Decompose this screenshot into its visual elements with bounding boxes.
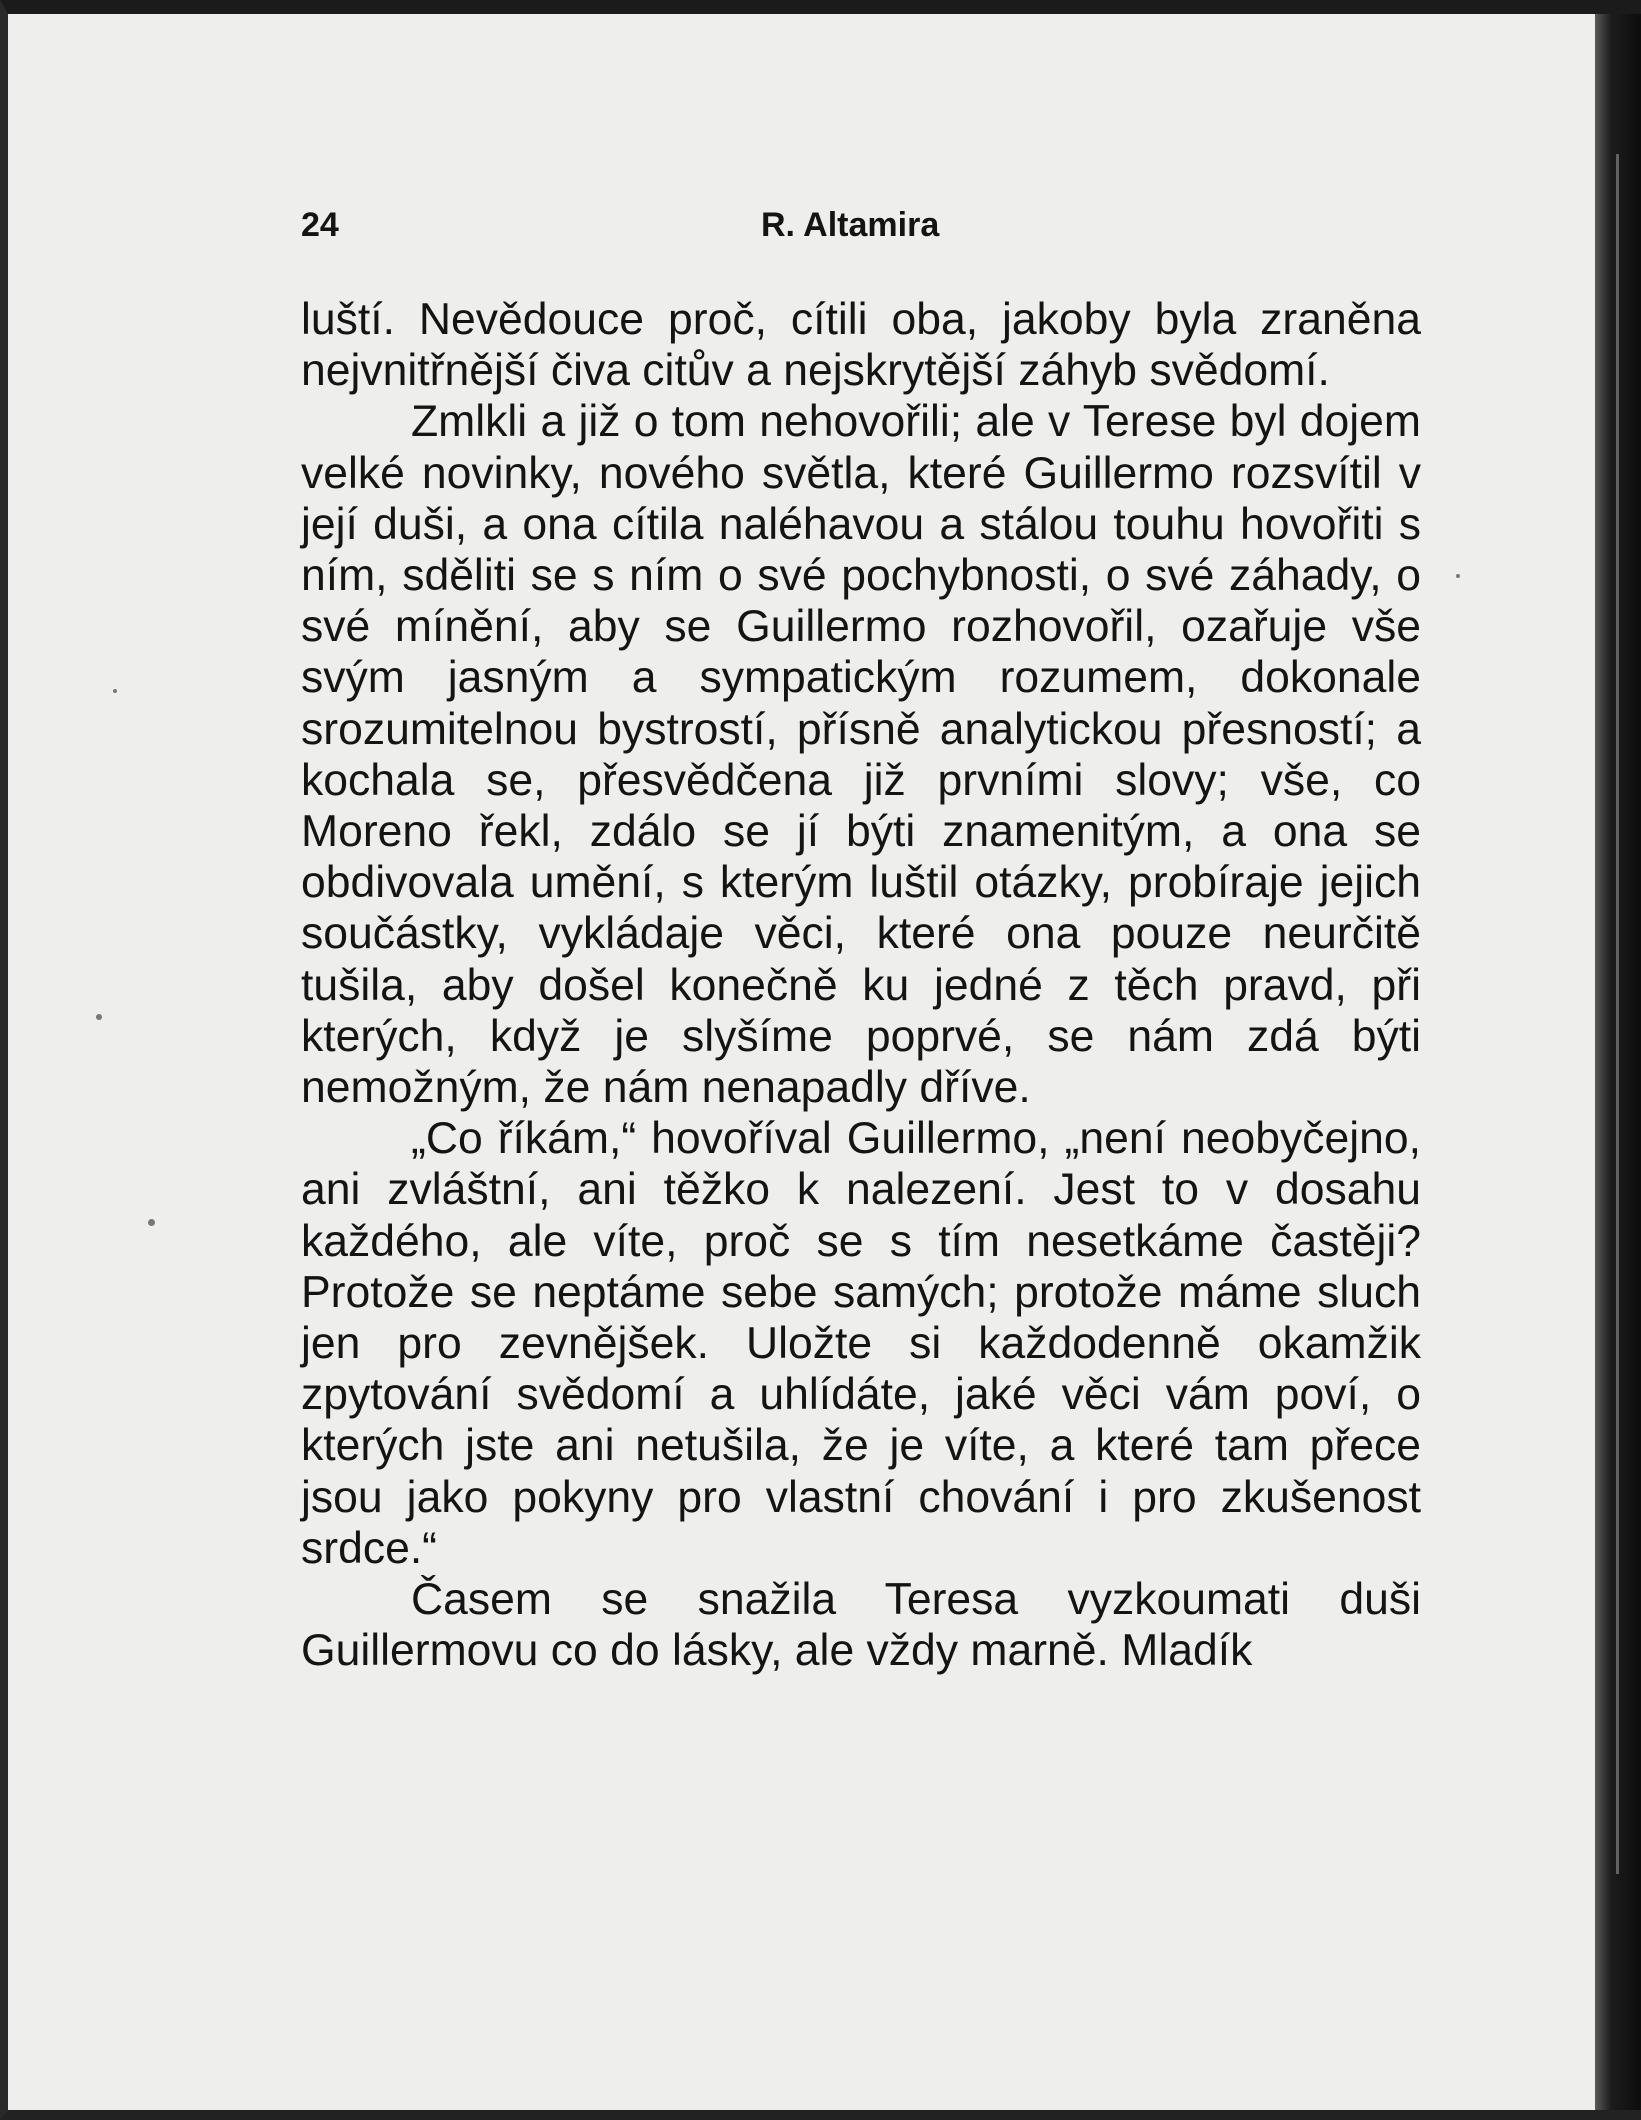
running-header	[301, 206, 1421, 256]
paragraph-2: Zmlkli a již o tom nehovořili; ale v Terese byl dojem velké novinky, nového světla, které Guillermo rozsvítil v její duši, a ona cítila naléhavou a stálou touhu hovořiti s ním, sděliti se s ním o své pochybnosti, o své záhady, o své mínění, aby se Guillermo rozhovořil, ozařuje vše svým jasným a sympatickým rozumem, dokonale srozumitelnou bystrostí, přísně analytickou přesností; a kochala se, přesvědčena již prvními slovy; vše, co Moreno řekl, zdálo se jí býti znamenitým, a ona se obdivovala umění, s kterým luštil otázky, probíraje jejich součástky, vykládaje věci, které ona pouze neurčitě tušila, aby došel konečně ku jedné z těch pravd, při kterých, když je slyšíme poprvé, se nám zdá býti nemožným, že nám nenapadly dříve.	[301, 397, 1421, 1113]
paper-speck	[148, 1219, 155, 1226]
running-title: R. Altamira	[761, 206, 940, 244]
paragraph-4: Časem se snažila Teresa vyzkoumati duši Guillermovu co do lásky, ale vždy marně. Mladík	[301, 1575, 1421, 1676]
page-binding-edge	[1595, 14, 1641, 2110]
paper-speck	[1456, 574, 1460, 578]
paper-speck	[96, 1014, 102, 1020]
edge-line	[1616, 154, 1619, 1874]
paper-speck	[113, 689, 117, 693]
page-number: 24	[301, 206, 339, 244]
body-text	[301, 294, 1421, 1676]
paragraph-1: luští. Nevědouce proč, cítili oba, jakoby byla zraněna nejvnitřnější čiva citův a nejskrytější záhyb svědomí.	[301, 295, 1421, 396]
paragraph-3: „Co říkám,“ hovoříval Guillermo, „není neobyčejno, ani zvláštní, ani těžko k nalezení. Jest to v dosahu každého, ale víte, proč se s tím nesetkáme častěji? Protože se neptáme sebe samých; protože máme sluch jen pro zevnějšek. Uložte si každodenně okamžik zpytování svědomí a uhlídáte, jaké věci vám poví, o kterých jste ani netušila, že je víte, a které tam přece jsou jako pokyny pro vlastní chování i pro zkušenost srdce.“	[301, 1114, 1421, 1573]
